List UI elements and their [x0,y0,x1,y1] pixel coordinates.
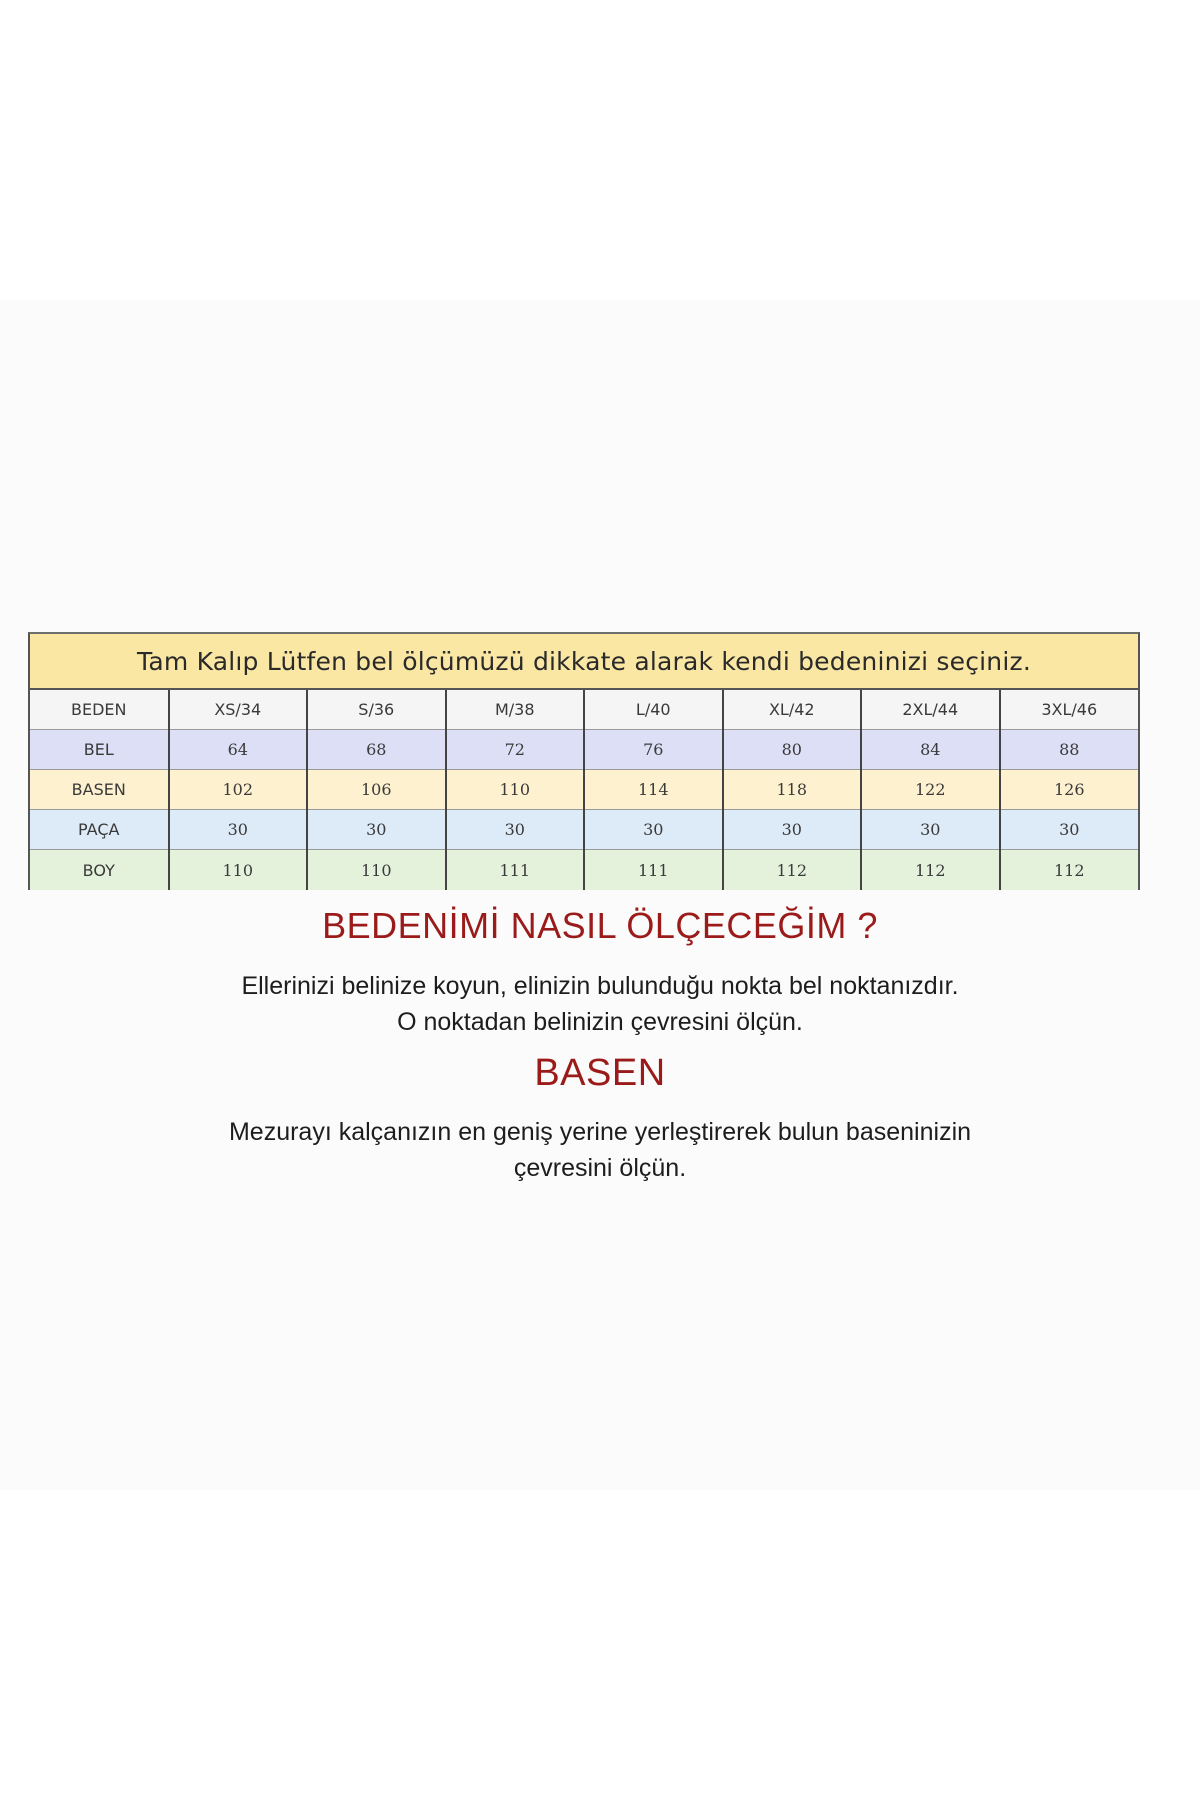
header-cell: XS/34 [169,690,308,730]
table-cell: 102 [169,770,308,810]
basen-instruction-line: çevresini ölçün. [513,1154,687,1182]
row-label: BOY [30,850,169,891]
table-cell: 118 [723,770,862,810]
waist-instruction-line: O noktadan belinizin çevresini ölçün. [397,1008,803,1036]
size-chart-banner: Tam Kalıp Lütfen bel ölçümüzü dikkate alarak kendi bedeninizi seçiniz. [30,634,1138,690]
table-cell: 111 [446,850,585,891]
header-cell: XL/42 [723,690,862,730]
table-cell: 30 [861,810,1000,850]
table-cell: 84 [861,730,1000,770]
basen-heading: BASEN [534,1052,666,1094]
table-cell: 72 [446,730,585,770]
table-cell: 30 [307,810,446,850]
header-cell: L/40 [584,690,723,730]
basen-instructions [0,1114,1200,1186]
table-cell: 30 [446,810,585,850]
measure-guide-heading: BEDENİMİ NASIL ÖLÇECEĞİM ? [322,905,878,946]
row-label: PAÇA [30,810,169,850]
waist-instructions [0,968,1200,1040]
waist-instruction-line: Ellerinizi belinize koyun, elinizin bulunduğu nokta bel noktanızdır. [241,972,959,1000]
table-cell: 30 [723,810,862,850]
table-row-bel [30,730,1138,770]
row-label: BASEN [30,770,169,810]
table-row-paca [30,810,1138,850]
table-cell: 30 [584,810,723,850]
table-cell: 114 [584,770,723,810]
table-cell: 110 [307,850,446,891]
header-cell: BEDEN [30,690,169,730]
table-cell: 88 [1000,730,1139,770]
table-cell: 30 [169,810,308,850]
table-cell: 30 [1000,810,1139,850]
size-table [30,690,1138,890]
table-cell: 76 [584,730,723,770]
table-cell: 106 [307,770,446,810]
table-cell: 112 [723,850,862,891]
table-cell: 112 [1000,850,1139,891]
header-cell: S/36 [307,690,446,730]
basen-instruction-line: Mezurayı kalçanızın en geniş yerine yerleştirerek bulun baseninizin [228,1118,972,1146]
table-cell: 110 [446,770,585,810]
table-cell: 126 [1000,770,1139,810]
table-cell: 122 [861,770,1000,810]
table-cell: 112 [861,850,1000,891]
table-cell: 68 [307,730,446,770]
table-cell: 64 [169,730,308,770]
table-row-boy [30,850,1138,891]
table-header-row [30,690,1138,730]
table-cell: 80 [723,730,862,770]
row-label: BEL [30,730,169,770]
header-cell: M/38 [446,690,585,730]
header-cell: 2XL/44 [861,690,1000,730]
table-cell: 111 [584,850,723,891]
header-cell: 3XL/46 [1000,690,1139,730]
table-row-basen [30,770,1138,810]
table-cell: 110 [169,850,308,891]
size-chart [28,632,1140,890]
